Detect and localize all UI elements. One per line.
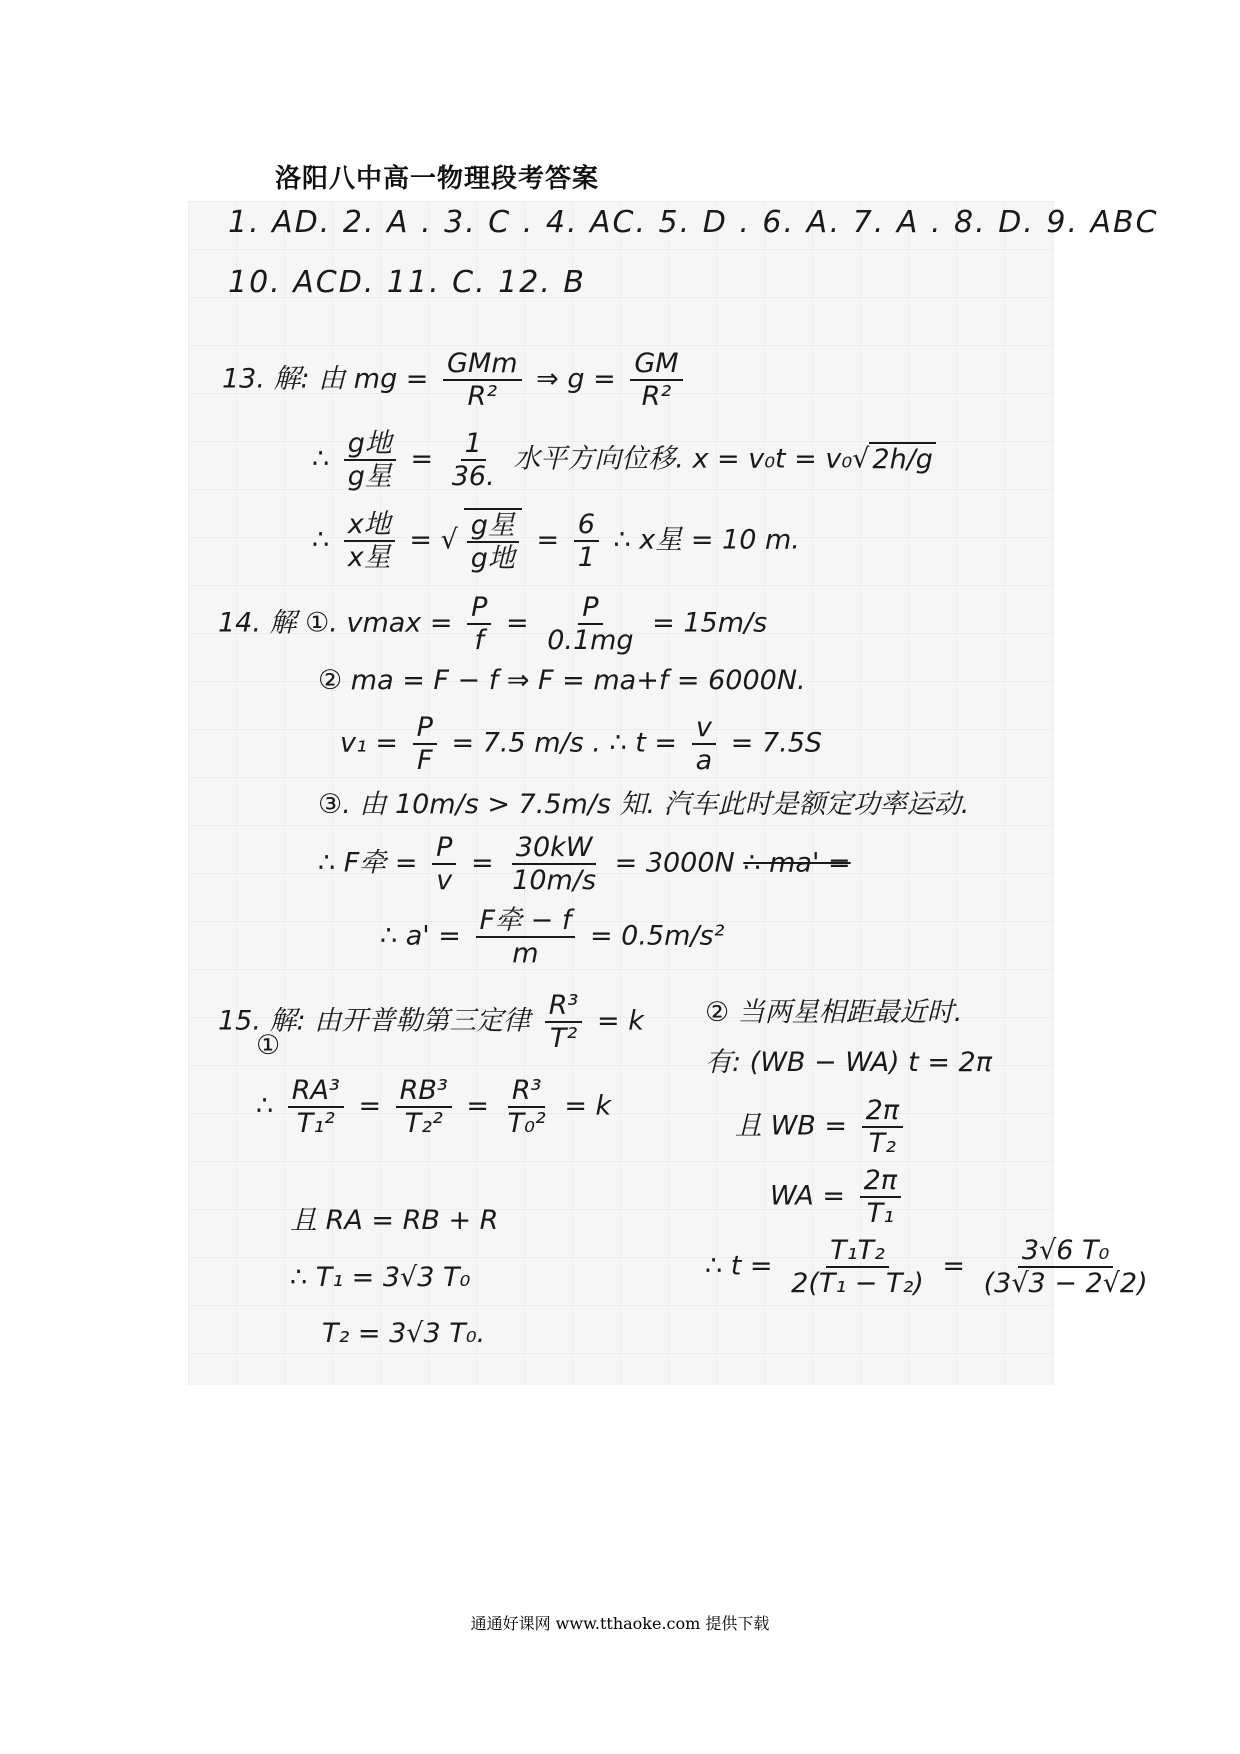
q13-fraction: [448, 428, 499, 492]
numerator: P: [413, 712, 437, 745]
numerator: 6: [574, 509, 599, 542]
numerator: g地: [344, 428, 396, 461]
q13-fraction: [574, 509, 599, 573]
q15-text: = k: [564, 1090, 612, 1122]
q15-fraction: [980, 1235, 1152, 1299]
q15-text: 且 WB =: [735, 1110, 848, 1142]
denominator: 36.: [451, 461, 495, 493]
q14-fraction: [692, 712, 717, 776]
q13-text: ∴: [312, 443, 330, 475]
q15-text: = k: [596, 1005, 644, 1037]
numerator: T₁T₂: [826, 1235, 889, 1268]
denominator: m: [512, 938, 539, 970]
q14-line-3: [340, 712, 822, 776]
q13-text: ∴ x星 = 10 m.: [613, 524, 800, 556]
q14-fraction: [543, 592, 637, 656]
numerator: g星: [467, 510, 519, 543]
q13-text: 水平方向位移. x = v₀t = v₀: [513, 443, 853, 475]
numerator: 2π: [862, 1095, 903, 1128]
q15-line-5: T₂ = 3√3 T₀.: [322, 1318, 486, 1349]
denominator: R²: [641, 381, 672, 413]
q15-line-1: [218, 990, 644, 1054]
q14-line-4: ③. 由 10m/s > 7.5m/s 知. 汽车此时是额定功率运动.: [318, 789, 970, 820]
q13-fraction: [344, 509, 395, 573]
q13-text: =: [410, 443, 434, 475]
q14-fraction: [508, 832, 600, 896]
footer-credit: 通通好课网 www.tthaoke.com 提供下载: [470, 1614, 770, 1633]
q14-text: v₁ =: [340, 727, 399, 759]
q14-text: = 7.5S: [730, 727, 823, 759]
q14-line-2: ② ma = F − f ⇒ F = ma+f = 6000N.: [318, 665, 806, 696]
numerator: R³: [545, 990, 583, 1023]
denominator: F: [416, 745, 433, 777]
numerator: R³: [508, 1075, 546, 1108]
numerator: 30kW: [512, 832, 597, 865]
q15-step-marker: ①: [256, 1030, 281, 1061]
denominator: 0.1mg: [547, 625, 634, 657]
page-title: 洛阳八中高一物理段考答案: [275, 164, 600, 194]
denominator: T₀²: [507, 1108, 546, 1140]
q15-line-2: [256, 1075, 611, 1139]
q15-text: ∴: [256, 1090, 274, 1122]
numerator: GMm: [443, 348, 522, 381]
q15-fraction: [860, 1165, 901, 1229]
denominator: 10m/s: [512, 865, 597, 897]
q13-text: ∴: [312, 524, 330, 556]
crossed-out-text: ∴ ma' =: [743, 847, 851, 879]
denominator: f: [474, 625, 484, 657]
denominator: x星: [347, 542, 391, 574]
q15-text: =: [358, 1090, 382, 1122]
denominator: v: [436, 865, 453, 897]
q14-text: =: [470, 847, 494, 879]
q15-text: 15. 解: 由开普勒第三定律: [218, 1005, 531, 1037]
numerator: P: [578, 592, 602, 625]
q14-fraction: [476, 905, 576, 969]
denominator: (3√3 − 2√2): [983, 1268, 1148, 1300]
q15-fraction: [862, 1095, 903, 1159]
q13-text: =: [409, 524, 432, 556]
q14-fraction: [413, 712, 437, 776]
q14-text: =: [505, 607, 529, 639]
denominator: a: [695, 745, 713, 777]
q14-text: = 3000N: [614, 847, 735, 879]
q14-text: = 15m/s: [652, 607, 768, 639]
q15-fraction: [288, 1075, 344, 1139]
q15-right-line-1: ② 当两星相距最近时.: [705, 997, 963, 1028]
q15-right-line-5: [705, 1235, 1158, 1299]
denominator: 2(T₁ − T₂): [791, 1268, 924, 1300]
q15-right-line-4: [770, 1165, 907, 1229]
numerator: F牵 − f: [476, 905, 576, 938]
q14-line-6: [380, 905, 724, 969]
q13-fraction: [630, 348, 682, 412]
numerator: 1: [461, 428, 486, 461]
q14-fraction: [467, 592, 491, 656]
q14-text: ∴ F牵 =: [318, 847, 418, 879]
q15-text: =: [942, 1250, 966, 1282]
q15-fraction: [396, 1075, 452, 1139]
q15-text: =: [466, 1090, 489, 1122]
q15-text: WA =: [770, 1180, 846, 1212]
q15-line-3: 且 RA = RB + R: [290, 1205, 499, 1236]
q13-text: 13. 解: 由 mg =: [222, 363, 429, 395]
denominator: T₁²: [296, 1108, 335, 1140]
denominator: g星: [347, 461, 392, 493]
numerator: RA³: [288, 1075, 344, 1108]
q13-fraction: [344, 428, 396, 492]
q14-line-1: [218, 592, 767, 656]
numerator: P: [432, 832, 456, 865]
q13-fraction: [443, 348, 522, 412]
q14-line-5: [318, 832, 851, 896]
q15-fraction: [545, 990, 583, 1054]
q13-text: ⇒ g =: [536, 363, 616, 395]
q14-fraction: [432, 832, 456, 896]
denominator: T₁: [866, 1198, 894, 1230]
q14-text: 14. 解 ①. vmax =: [218, 607, 453, 639]
denominator: R²: [467, 381, 498, 413]
numerator: 3√6 T₀: [1018, 1235, 1113, 1268]
q13-line-3: ∴ $\frac{\text{x地}}{\text{x星}}$ = √ $\frac{\text{g星}}{\text{g地}}$ = $\frac{6}{1}$ ∴ x星 = 10 m.: [312, 509, 800, 575]
q14-text: ∴ a' =: [380, 920, 461, 952]
denominator: T₂²: [404, 1108, 443, 1140]
q14-text: = 0.5m/s²: [589, 920, 725, 952]
numerator: x地: [344, 509, 395, 542]
denominator: g地: [470, 543, 515, 575]
numerator: GM: [630, 348, 682, 381]
answers-line-2: 10. ACD. 11. C. 12. B: [228, 265, 586, 300]
answers-line-1: 1. AD. 2. A . 3. C . 4. AC. 5. D . 6. A. 7. A . 8. D. 9. ABC: [228, 205, 1159, 240]
q13-line-1: [222, 348, 689, 412]
denominator: T₂: [868, 1128, 896, 1160]
q13-text: =: [536, 524, 560, 556]
q13-line-2: ∴ $\frac{\text{g地}}{\text{g星}}$ = $\frac{1}{36.}$ 水平方向位移. x = v₀t = v₀√ 2h/g: [312, 428, 936, 492]
denominator: T²: [549, 1023, 578, 1055]
q15-line-4: ∴ T₁ = 3√3 T₀: [290, 1262, 471, 1293]
q15-fraction: [504, 1075, 550, 1139]
numerator: RB³: [396, 1075, 452, 1108]
denominator: 1: [577, 542, 595, 574]
numerator: 2π: [860, 1165, 901, 1198]
q15-right-line-3: [735, 1095, 909, 1159]
q15-fraction: [787, 1235, 928, 1299]
q13-sqrt-fraction: [464, 508, 522, 574]
numerator: v: [692, 712, 716, 745]
numerator: P: [467, 592, 491, 625]
sqrt-expression: 2h/g: [869, 442, 936, 475]
q15-right-line-2: 有: (WB − WA) t = 2π: [705, 1047, 992, 1078]
q14-text: = 7.5 m/s . ∴ t =: [451, 727, 677, 759]
q15-text: ∴ t =: [705, 1250, 773, 1282]
